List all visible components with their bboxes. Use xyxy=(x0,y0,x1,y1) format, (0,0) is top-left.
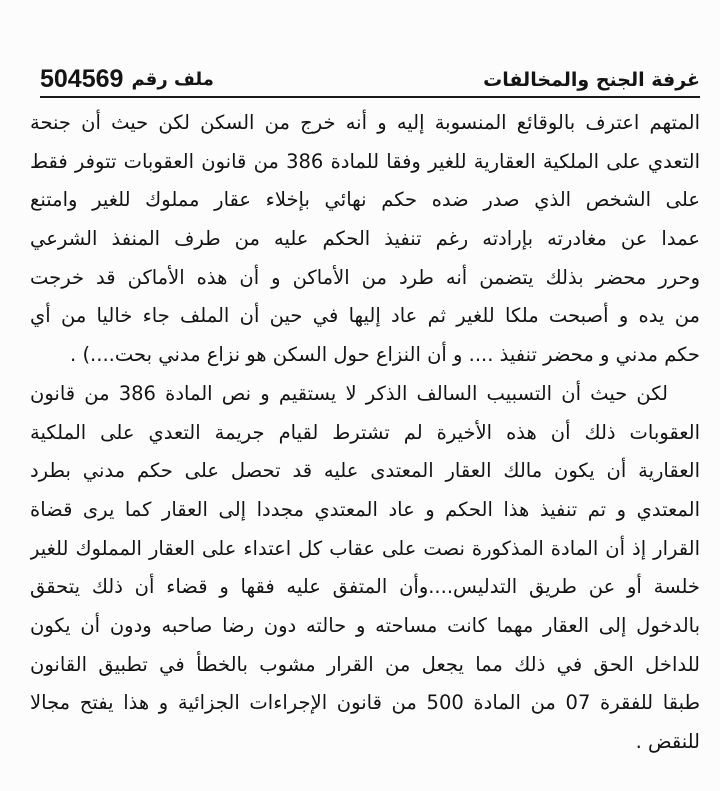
chamber-title: غرفة الجنح والمخالفات xyxy=(483,69,700,91)
text-line: من يده و أصبحت ملكا للغير ثم عاد إليها في حين أن الملف جاء خاليا من أي xyxy=(30,304,700,328)
text-line: حكم مدني و محضر تنفيذ .... و أن النزاع حول السكن هو نزاع مدني بحت....) . xyxy=(70,343,700,367)
text-line: لكن حيث أن التسبيب السالف الذكر لا يستقيم و نص المادة 386 من قانون xyxy=(30,381,668,405)
text-line: المعتدي و تم تنفيذ هذا الحكم و عاد المعتدي مجددا إلى العقار كما يرى قضاة xyxy=(30,497,700,521)
text-line: طبقا للفقرة 07 من المادة 500 من قانون الإجراءات الجزائية و هذا يفتح مجالا xyxy=(30,691,700,715)
header-divider xyxy=(40,96,700,98)
text-line: على الشخص الذي صدر ضده حكم نهائي بإخلاء عقار مملوك للغير وامتنع xyxy=(30,188,700,212)
text-line: العقارية أن يكون مالك العقار المعتدى عليه قد تحصل على حكم مدني بطرد xyxy=(30,459,700,483)
text-line: خلسة أو عن طريق التدليس....وأن المتفق عليه فقها و قضاء أن ذلك يتحقق xyxy=(30,575,700,599)
text-line: للداخل الحق في ذلك مما يجعل من القرار مشوب بالخطأ في تطبيق القانون xyxy=(30,652,700,676)
file-reference xyxy=(40,66,214,92)
text-line: العقوبات ذلك أن هذه الأخيرة لم تشترط لقيام جريمة التعدي على الملكية xyxy=(30,420,700,444)
file-number: 504569 xyxy=(40,65,124,93)
text-line: المتهم اعترف بالوقائع المنسوبة إليه و أنه خرج من السكن لكن حيث أن جنحة xyxy=(30,111,700,134)
text-line: التعدي على الملكية العقارية للغير وفقا للمادة 386 من قانون العقوبات تتوفر فقط xyxy=(30,149,700,173)
text-line: القرار إذ أن المادة المذكورة نصت على عقاب كل اعتداء على العقار المملوك للغير xyxy=(30,536,700,560)
body-text xyxy=(30,104,700,762)
page-header xyxy=(40,62,700,92)
text-line: للنقض . xyxy=(635,730,700,753)
text-line: وحرر محضر بذلك يتضمن أنه طرد من الأماكن و أن هذه الأماكن قد خرجت xyxy=(30,265,700,289)
text-line: عمدا عن مغادرته بإرادته رغم تنفيذ الحكم عليه من طرف المنفذ الشرعي xyxy=(30,227,700,251)
file-label: ملف رقم xyxy=(131,69,214,90)
text-line: بالدخول إلى العقار مهما كانت مساحته و حالته دون رضا صاحبه ودون أن يكون xyxy=(30,613,700,637)
